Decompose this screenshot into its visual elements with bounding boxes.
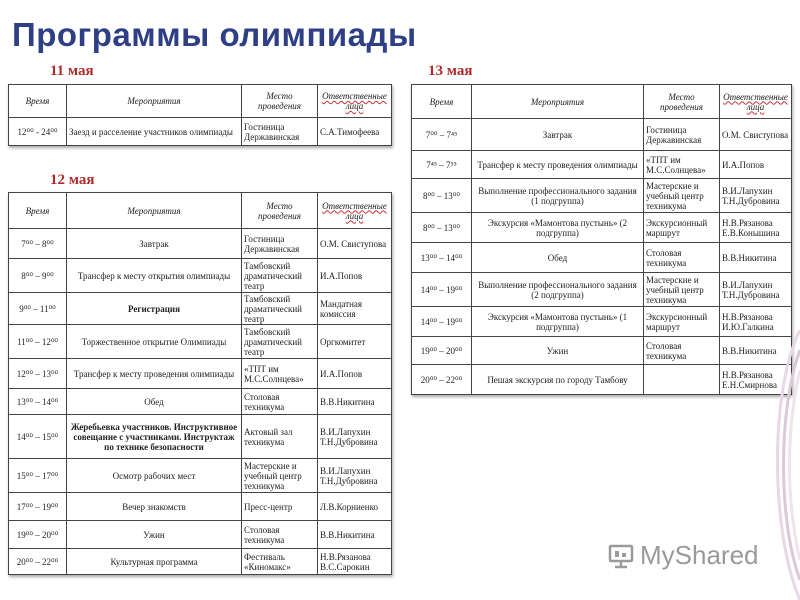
day1-table [8, 84, 392, 146]
event-cell: Завтрак [67, 229, 242, 259]
table-row [9, 259, 392, 293]
place-cell: Пресс-центр [242, 493, 318, 521]
day3-label: 13 мая [428, 63, 473, 79]
time-cell: 19⁰⁰ – 20⁰⁰ [9, 521, 67, 549]
event-cell: Регистрация [67, 293, 242, 325]
time-cell: 13⁰⁰ – 14⁰⁰ [9, 389, 67, 415]
event-cell: Жеребьевка участников. Инструктивное совещание с участниками. Инструктаж по технике безопасности [67, 415, 242, 459]
time-cell: 8⁰⁰ – 13⁰⁰ [412, 213, 472, 243]
event-cell: Экскурсия «Мамонтова пустынь» (2 подгруппа) [472, 213, 644, 243]
header-place: Место проведения [644, 85, 720, 119]
time-cell: 12⁰⁰ - 24⁰⁰ [9, 118, 67, 146]
event-cell: Трансфер к месту открытия олимпиады [67, 259, 242, 293]
event-cell: Экскурсия «Мамонтова пустынь» (1 подгруппа) [472, 307, 644, 337]
resp-cell: В.И.Лапухин Т.Н.Дубровина [720, 179, 792, 213]
resp-cell: В.И.Лапухин Т.Н.Дубровина [318, 415, 392, 459]
place-cell: Столовая техникума [242, 521, 318, 549]
table-row [9, 521, 392, 549]
event-cell: Ужин [67, 521, 242, 549]
header-place: Место проведения [242, 85, 318, 118]
event-cell: Ужин [472, 337, 644, 365]
table-row [9, 118, 392, 146]
time-cell: 7⁰⁰ – 7⁴⁵ [412, 119, 472, 151]
event-cell: Выполнение профессионального задания (1 подгруппа) [472, 179, 644, 213]
event-cell: Вечер знакомств [67, 493, 242, 521]
table-row [9, 229, 392, 259]
resp-cell: Н.В.Рязанова Е.В.Конышина [720, 213, 792, 243]
resp-cell: В.В.Никитина [720, 243, 792, 273]
table-row [412, 337, 792, 365]
place-cell: Столовая техникума [644, 243, 720, 273]
presentation-icon [608, 543, 634, 569]
event-cell: Трансфер к месту проведения олимпиады [67, 359, 242, 389]
time-cell: 14⁰⁰ – 19⁰⁰ [412, 273, 472, 307]
header-event: Мероприятия [67, 193, 242, 229]
day2-label: 12 мая [50, 172, 95, 188]
table-row [412, 307, 792, 337]
resp-cell: И.А.Попов [720, 151, 792, 179]
myshared-logo [608, 540, 759, 571]
time-cell: 15⁰⁰ – 17⁰⁰ [9, 459, 67, 493]
resp-cell: В.И.Лапухин Т.Н.Дубровина [720, 273, 792, 307]
table-row [412, 243, 792, 273]
place-cell: Тамбовский драматический театр [242, 293, 318, 325]
table-row [412, 151, 792, 179]
resp-cell: В.В.Никитина [318, 521, 392, 549]
place-cell: Гостиница Державинская [242, 118, 318, 146]
resp-cell: В.В.Никитина [720, 337, 792, 365]
event-cell: Заезд и расселение участников олимпиады [67, 118, 242, 146]
header-resp: Ответственные лица [720, 85, 792, 119]
time-cell: 20⁰⁰ – 22⁰⁰ [9, 549, 67, 575]
event-cell: Выполнение профессионального задания (2 подгруппа) [472, 273, 644, 307]
place-cell: Тамбовский драматический театр [242, 259, 318, 293]
decorative-arcs [760, 330, 800, 600]
time-cell: 19⁰⁰ – 20⁰⁰ [412, 337, 472, 365]
resp-cell: Л.В.Корниенко [318, 493, 392, 521]
event-cell: Обед [67, 389, 242, 415]
time-cell: 12⁰⁰ – 13⁰⁰ [9, 359, 67, 389]
header-event: Мероприятия [472, 85, 644, 119]
resp-cell: Н.В.Рязанова И.Ю.Галкина [720, 307, 792, 337]
resp-cell: Мандатная комиссия [318, 293, 392, 325]
table-row [412, 179, 792, 213]
table-row [9, 549, 392, 575]
day3-table [411, 84, 792, 395]
time-cell: 14⁰⁰ – 19⁰⁰ [412, 307, 472, 337]
table-row [412, 119, 792, 151]
header-resp: Ответственные лица [318, 193, 392, 229]
table-row [9, 389, 392, 415]
table-row [9, 493, 392, 521]
resp-cell: Н.В.Рязанова Е.Н.Смирнова [720, 365, 792, 395]
place-cell: Экскурсионный маршрут [644, 213, 720, 243]
time-cell: 17⁰⁰ – 19⁰⁰ [9, 493, 67, 521]
time-cell: 13⁰⁰ – 14⁰⁰ [412, 243, 472, 273]
header-place: Место проведения [242, 193, 318, 229]
resp-cell: О.М. Свиступова [720, 119, 792, 151]
time-cell: 8⁰⁰ – 9⁰⁰ [9, 259, 67, 293]
time-cell: 20⁰⁰ – 22⁰⁰ [412, 365, 472, 395]
table-row [9, 325, 392, 359]
time-cell: 7⁴⁵ – 7⁵⁵ [412, 151, 472, 179]
resp-cell: С.А.Тимофеева [318, 118, 392, 146]
time-cell: 11⁰⁰ – 12⁰⁰ [9, 325, 67, 359]
place-cell: Мастерские и учебный центр техникума [644, 273, 720, 307]
place-cell: «ТПТ им М.С.Солнцева» [242, 359, 318, 389]
event-cell: Торжественное открытие Олимпиады [67, 325, 242, 359]
place-cell: Столовая техникума [242, 389, 318, 415]
resp-cell: В.И.Лапухин Т.Н.Дубровина [318, 459, 392, 493]
event-cell: Осмотр рабочих мест [67, 459, 242, 493]
resp-cell: Н.В.Рязанова В.С.Сарокин [318, 549, 392, 575]
place-cell: Мастерские и учебный центр техникума [644, 179, 720, 213]
time-cell: 8⁰⁰ – 13⁰⁰ [412, 179, 472, 213]
table-row [9, 359, 392, 389]
place-cell: «ТПТ им М.С.Солнцева» [644, 151, 720, 179]
table-row [9, 415, 392, 459]
resp-cell: И.А.Попов [318, 259, 392, 293]
table-row [412, 273, 792, 307]
resp-cell: Оргкомитет [318, 325, 392, 359]
table-row [9, 293, 392, 325]
time-cell: 7⁰⁰ – 8⁰⁰ [9, 229, 67, 259]
place-cell [644, 365, 720, 395]
event-cell: Культурная программа [67, 549, 242, 575]
table-row [9, 459, 392, 493]
resp-cell: О.М. Свиступова [318, 229, 392, 259]
resp-cell: В.В.Никитина [318, 389, 392, 415]
header-event: Мероприятия [67, 85, 242, 118]
page-title: Программы олимпиады [12, 16, 417, 53]
place-cell: Гостиница Державинская [242, 229, 318, 259]
place-cell: Экскурсионный маршрут [644, 307, 720, 337]
header-time: Время [9, 193, 67, 229]
event-cell: Трансфер к месту проведения олимпиады [472, 151, 644, 179]
event-cell: Пешая экскурсия по городу Тамбову [472, 365, 644, 395]
header-time: Время [412, 85, 472, 119]
place-cell: Тамбовский драматический театр [242, 325, 318, 359]
time-cell: 9⁰⁰ – 11⁰⁰ [9, 293, 67, 325]
place-cell: Столовая техникума [644, 337, 720, 365]
event-cell: Обед [472, 243, 644, 273]
day1-label: 11 мая [50, 63, 94, 79]
place-cell: Актовый зал техникума [242, 415, 318, 459]
event-cell: Завтрак [472, 119, 644, 151]
place-cell: Мастерские и учебный центр техникума [242, 459, 318, 493]
place-cell: Фестиваль «Киномакс» [242, 549, 318, 575]
day2-table [8, 192, 392, 575]
header-resp: Ответственные лица [318, 85, 392, 118]
table-row [412, 365, 792, 395]
watermark-text: MyShared [640, 540, 759, 570]
resp-cell: И.А.Попов [318, 359, 392, 389]
time-cell: 14⁰⁰ – 15⁰⁰ [9, 415, 67, 459]
header-time: Время [9, 85, 67, 118]
table-row [412, 213, 792, 243]
place-cell: Гостиница Державинская [644, 119, 720, 151]
